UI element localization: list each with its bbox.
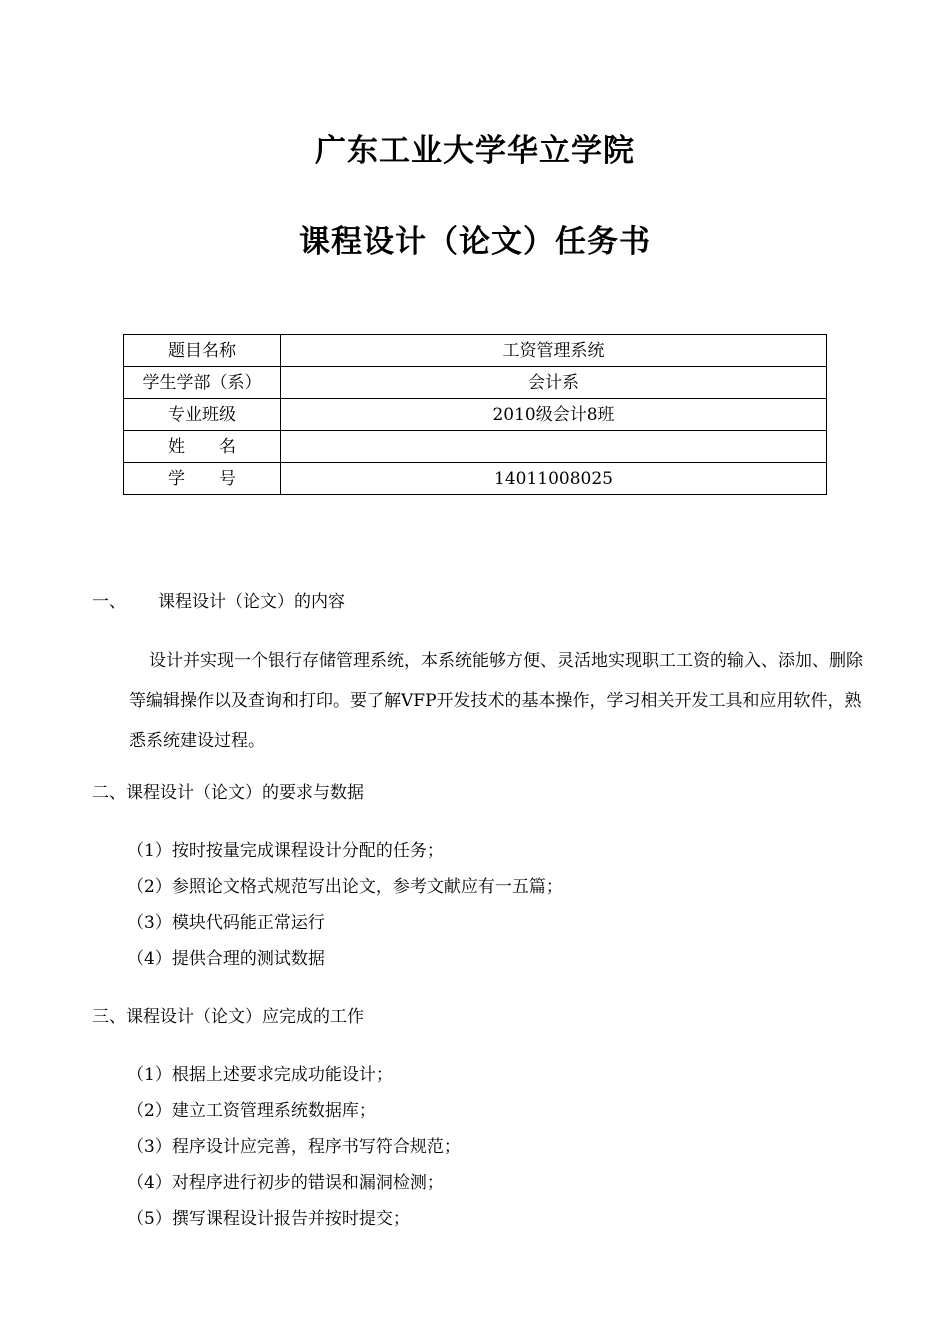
section-number: 二、	[92, 783, 126, 803]
row-label-topic: 题目名称	[124, 335, 281, 367]
table-row	[124, 431, 827, 463]
section-title: 课程设计（论文）的内容	[158, 592, 345, 612]
row-value-class: 2010级会计8班	[281, 399, 827, 431]
section-number: 一、	[92, 592, 126, 612]
section-heading	[92, 590, 345, 614]
row-value-name	[281, 431, 827, 463]
section-paragraph: 设计并实现一个银行存储管理系统，本系统能够方便、灵活地实现职工工资的输入、添加、删除等编辑操作以及查询和打印。要了解VFP开发技术的基本操作，学习相关开发工具和应用软件，熟悉系统建设过程。	[129, 651, 863, 751]
section-number: 三、	[92, 1007, 126, 1027]
table-row	[124, 335, 827, 367]
list-item: （1）根据上述要求完成功能设计；	[127, 1065, 393, 1085]
section-heading	[92, 781, 364, 805]
list-item: （4）提供合理的测试数据	[127, 949, 325, 969]
row-value-topic: 工资管理系统	[281, 335, 827, 367]
list-item: （3）程序设计应完善，程序书写符合规范；	[127, 1137, 461, 1157]
section-heading	[92, 1005, 364, 1029]
row-value-department: 会计系	[281, 367, 827, 399]
table-row	[124, 463, 827, 495]
row-label-class: 专业班级	[124, 399, 281, 431]
list-item: （5）撰写课程设计报告并按时提交；	[127, 1209, 410, 1229]
list-item: （4）对程序进行初步的错误和漏洞检测；	[127, 1173, 444, 1193]
section-title: 课程设计（论文）的要求与数据	[126, 783, 364, 803]
table-row	[124, 367, 827, 399]
document-title: 广东工业大学华立学院	[315, 133, 635, 169]
list-item: （2）建立工资管理系统数据库；	[127, 1101, 376, 1121]
info-table	[123, 334, 827, 495]
document-subtitle: 课程设计（论文）任务书	[299, 224, 651, 260]
row-value-student-id: 14011008025	[281, 463, 827, 495]
list-item: （3）模块代码能正常运行	[127, 913, 325, 933]
list-item: （2）参照论文格式规范写出论文，参考文献应有一五篇；	[127, 877, 563, 897]
list-item: （1）按时按量完成课程设计分配的任务；	[127, 841, 444, 861]
table-row	[124, 399, 827, 431]
row-label-student-id: 学 号	[124, 463, 281, 495]
section-title: 课程设计（论文）应完成的工作	[126, 1007, 364, 1027]
row-label-department: 学生学部（系）	[124, 367, 281, 399]
row-label-name: 姓 名	[124, 431, 281, 463]
